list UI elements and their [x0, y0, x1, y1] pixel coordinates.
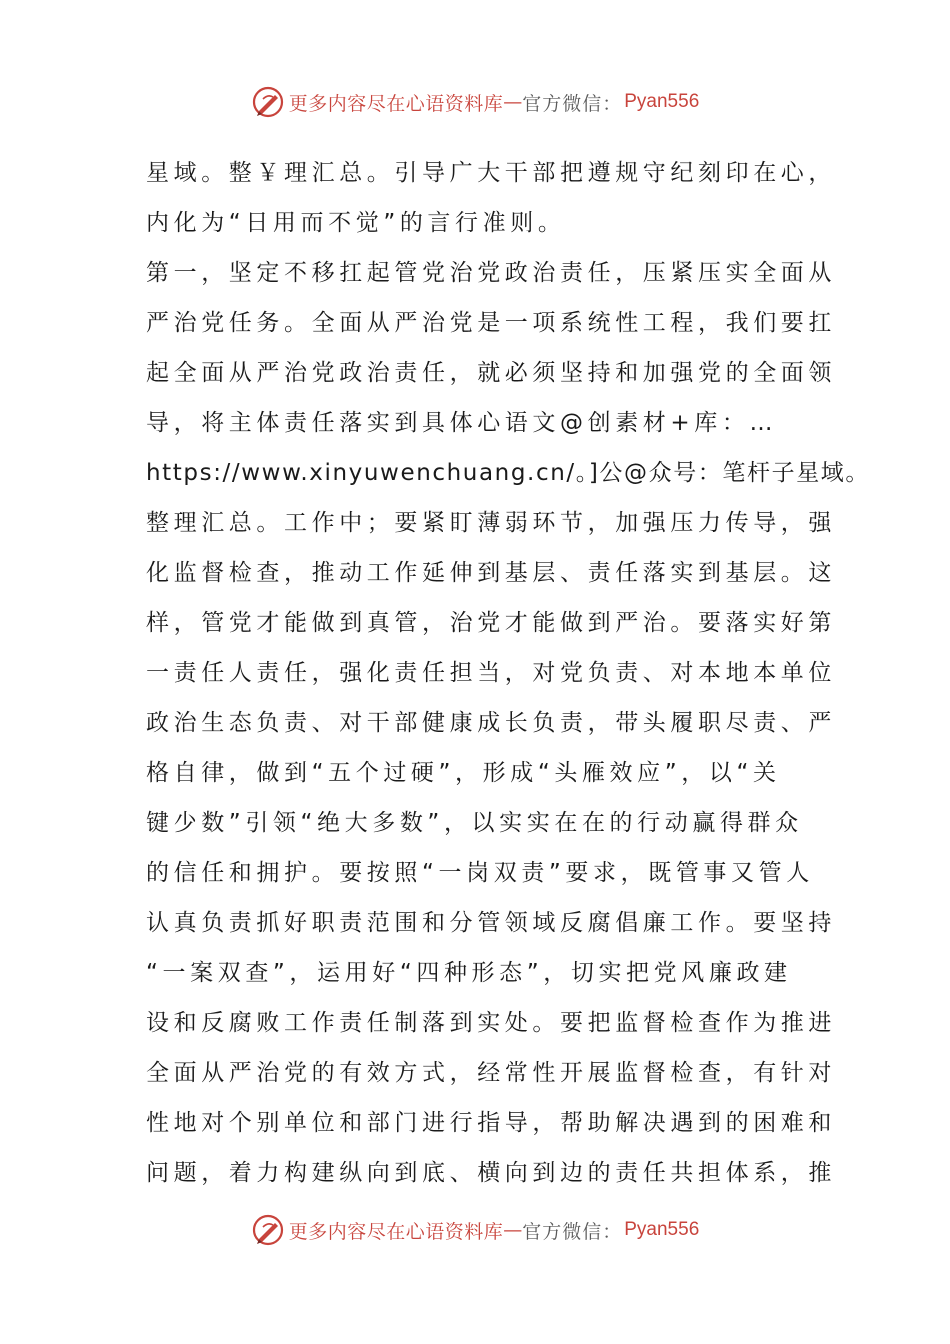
- body-line: 格自律，做到“五个过硬”，形成“头雁效应”，以“关: [146, 760, 781, 786]
- banner-dash: —: [503, 91, 523, 113]
- pen-logo-icon: [251, 85, 285, 119]
- body-line: 第一，坚定不移扛起管党治党政治责任，压紧压实全面从: [146, 260, 836, 286]
- banner-dash: —: [503, 1219, 523, 1241]
- banner-wechat-id: Pyan556: [624, 1219, 700, 1240]
- body-line-url: https://www.xinyuwenchuang.cn/。]公@众号：笔杆子星域。: [146, 460, 871, 486]
- body-line: 性地对个别单位和部门进行指导，帮助解决遇到的困难和: [146, 1110, 836, 1136]
- body-line: 化监督检查，推动工作延伸到基层、责任落实到基层。这: [146, 560, 836, 586]
- body-line: 起全面从严治党政治责任，就必须坚持和加强党的全面领: [146, 360, 836, 386]
- body-line: 键少数”引领“绝大多数”，以实实在在的行动赢得群众: [146, 810, 803, 836]
- banner-official-label: 官方微信：: [522, 1220, 623, 1243]
- body-line: 的信任和拥护。要按照“一岗双责”要求，既管事又管人: [146, 860, 814, 886]
- pen-logo-icon: [251, 1213, 285, 1247]
- body-line: 政治生态负责、对干部健康成长负责，带头履职尽责、严: [146, 710, 836, 736]
- body-line: 全面从严治党的有效方式，经常性开展监督检查，有针对: [146, 1060, 836, 1086]
- body-line: 内化为“日用而不觉”的言行准则。: [146, 210, 566, 236]
- body-line: 问题，着力构建纵向到底、横向到边的责任共担体系，推: [146, 1160, 836, 1186]
- footer-banner: [0, 1210, 950, 1250]
- banner-main-text: 更多内容尽在心语资料库: [288, 1220, 504, 1243]
- header-banner: [0, 82, 950, 122]
- body-line: 认真负责抓好职责范围和分管领域反腐倡廉工作。要坚持: [146, 910, 836, 936]
- banner-main-text: 更多内容尽在心语资料库: [288, 92, 504, 115]
- body-line: 星域。整￥理汇总。引导广大干部把遵规守纪刻印在心，: [146, 160, 836, 186]
- body-line: 整理汇总。工作中；要紧盯薄弱环节，加强压力传导，强: [146, 510, 836, 536]
- body-line: 导，将主体责任落实到具体心语文@创素材+库：…: [146, 410, 778, 436]
- banner-official-label: 官方微信：: [522, 92, 623, 115]
- document-body: [146, 148, 871, 1198]
- body-line: 一责任人责任，强化责任担当，对党负责、对本地本单位: [146, 660, 836, 686]
- body-line: “一案双查”，运用好“四种形态”，切实把党风廉政建: [146, 960, 792, 986]
- banner-wechat-id: Pyan556: [624, 91, 700, 112]
- body-line: 设和反腐败工作责任制落到实处。要把监督检查作为推进: [146, 1010, 836, 1036]
- body-line: 严治党任务。全面从严治党是一项系统性工程，我们要扛: [146, 310, 836, 336]
- body-line: 样，管党才能做到真管，治党才能做到严治。要落实好第: [146, 610, 836, 636]
